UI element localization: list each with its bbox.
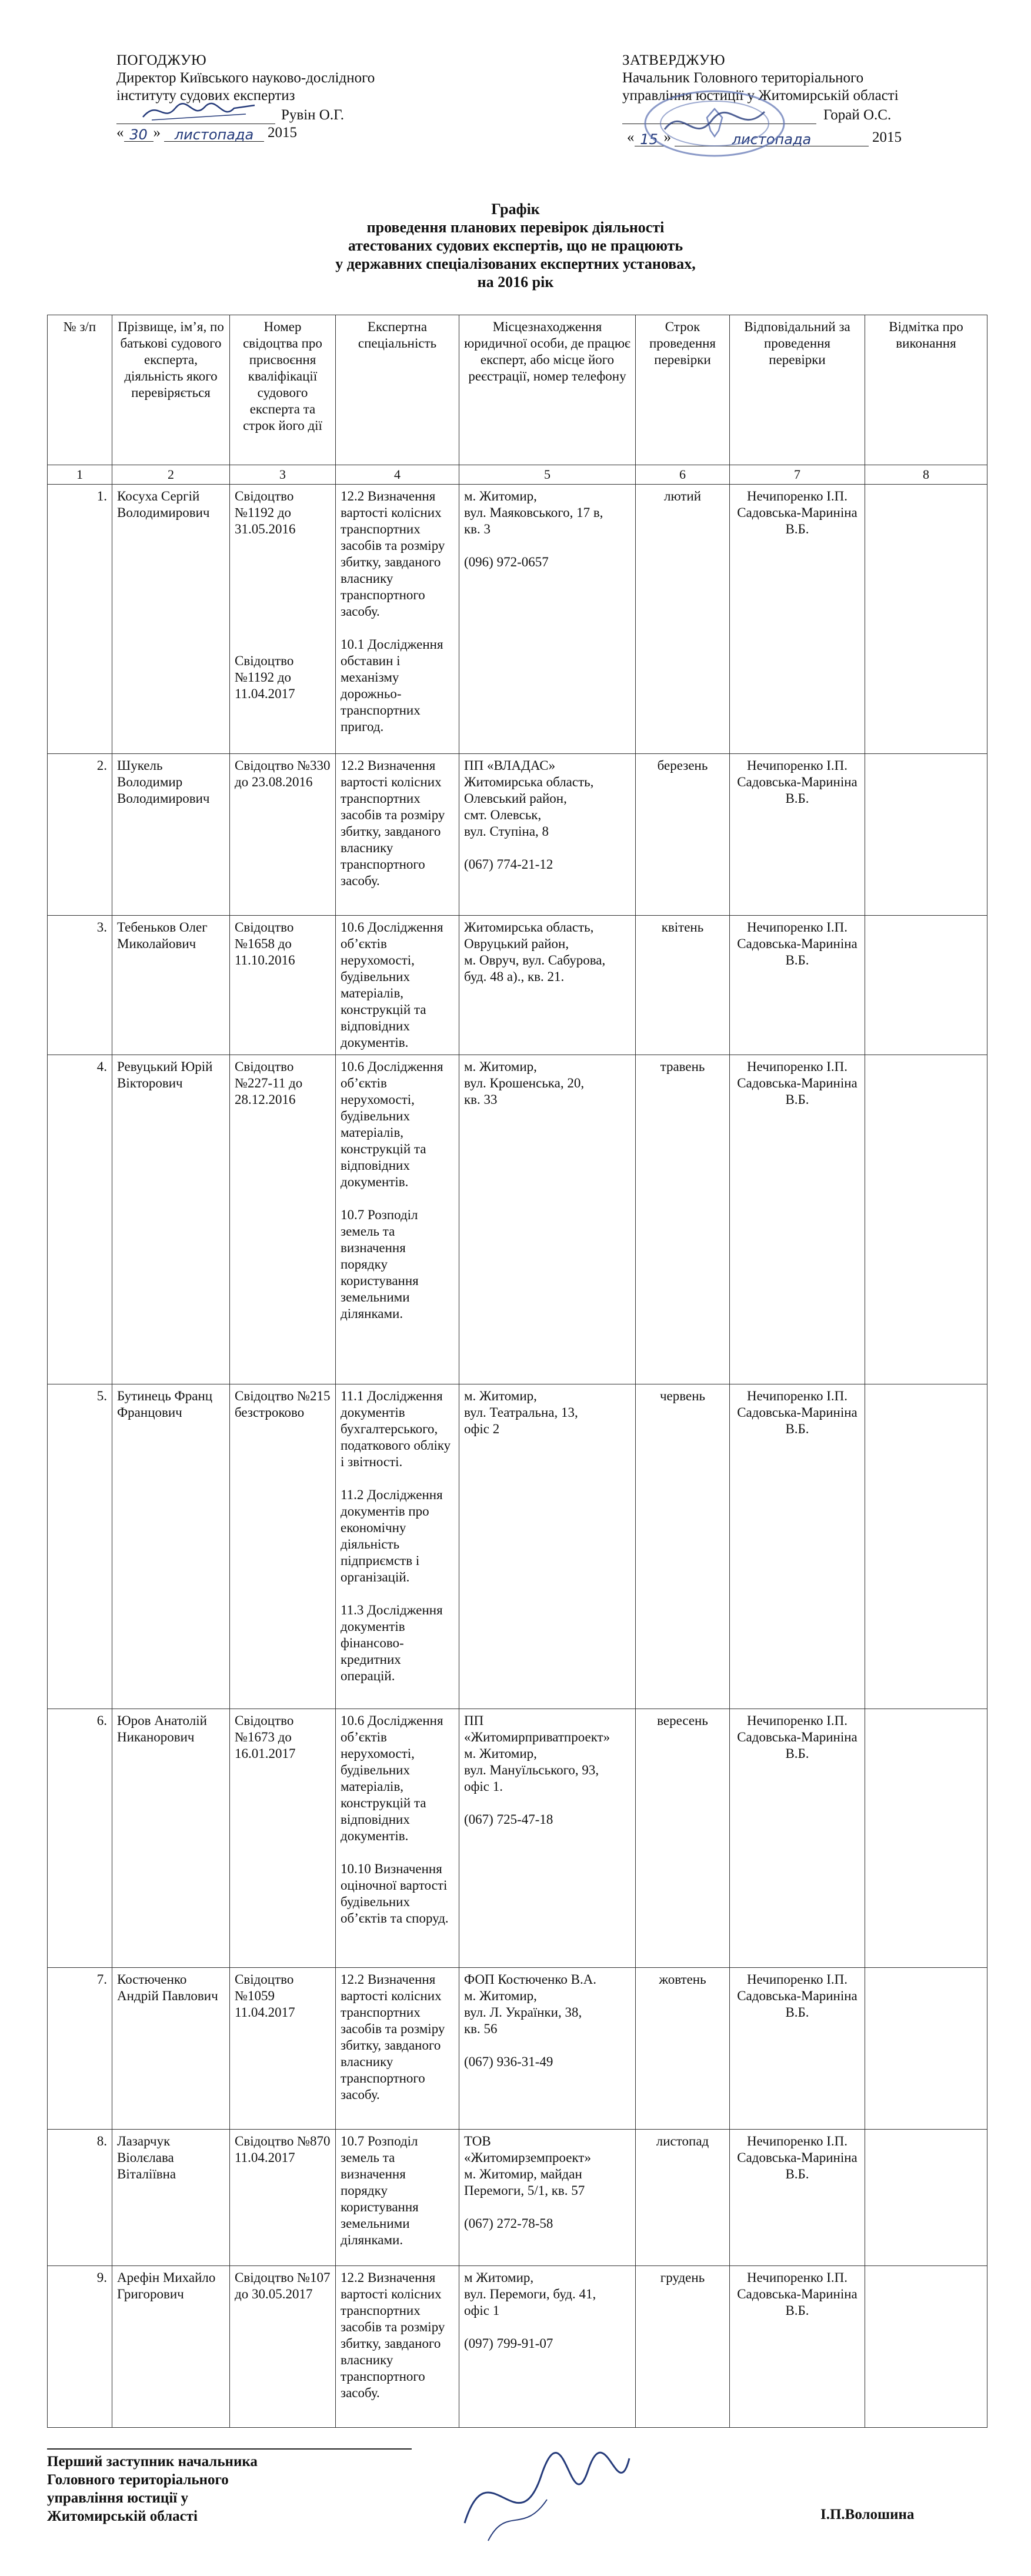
cell-spacer — [341, 1844, 454, 1861]
address-line: Перемоги, 5/1, кв. 57 — [464, 2183, 585, 2198]
address-line: Олевський район, — [464, 791, 567, 806]
cell-spacer — [235, 538, 331, 653]
footer-signatory — [47, 2452, 518, 2525]
completion-mark — [865, 485, 987, 754]
table-row — [48, 2130, 987, 2266]
address-line: вул. Мануїльського, 93, — [464, 1763, 599, 1777]
location-cell — [459, 485, 636, 754]
completion-mark — [865, 2266, 987, 2428]
address-line: м. Житомир, — [464, 1389, 537, 1403]
location-cell — [459, 1055, 636, 1384]
header-expert-name: Прізвище, ім’я, по батькові судового експерта, діяльність якого перевіряється — [112, 315, 230, 465]
cell-spacer — [341, 1470, 454, 1487]
certificate-cell — [230, 1709, 336, 1968]
table-row — [48, 1709, 987, 1968]
approval-left-signature-line — [116, 106, 481, 124]
title-line-3: атестованих судових експертів, що не працюють — [348, 237, 683, 254]
approval-right-name: Горай О.С. — [823, 107, 892, 123]
certificate-cell — [230, 916, 336, 1055]
specialty-text: 12.2 Визначення вартості колісних транспортних засобів та розміру збитку, завданого власнику транспортного засобу. — [341, 489, 445, 619]
certificate-text: Свідоцтво №215 безстроково — [235, 1389, 331, 1420]
completion-mark — [865, 1384, 987, 1709]
specialty-cell — [336, 1709, 459, 1968]
location-cell — [459, 1968, 636, 2130]
address-line: офіс 1. — [464, 1779, 503, 1794]
cell-spacer — [464, 840, 630, 856]
schedule-table — [47, 315, 987, 2428]
title-line-2: проведення планових перевірок діяльності — [366, 219, 665, 236]
phone-number: (067) 272-78-58 — [464, 2216, 553, 2231]
specialty-text: 10.10 Визначення оціночної вартості будівельних об’єктів та споруд. — [341, 1861, 449, 1926]
date-quote-open: « — [627, 129, 635, 145]
column-number: 4 — [336, 465, 459, 485]
footer-position-3: управління юстиції у — [47, 2490, 188, 2506]
table-row — [48, 754, 987, 916]
address-line: м. Житомир, майдан — [464, 2167, 582, 2181]
table-row — [48, 1384, 987, 1709]
inspection-term: червень — [636, 1384, 730, 1709]
specialty-cell — [336, 2130, 459, 2266]
date-quote-close: » — [153, 125, 161, 141]
address-line: смт. Олевськ, — [464, 807, 542, 822]
address-line: кв. 33 — [464, 1092, 498, 1107]
approval-right-position-1: Начальник Головного територіального — [622, 70, 864, 86]
header-specialty: Експертна спеціальність — [336, 315, 459, 465]
inspection-term: квітень — [636, 916, 730, 1055]
footer-position-2: Головного територіального — [47, 2472, 229, 2488]
table-row — [48, 1968, 987, 2130]
column-number: 5 — [459, 465, 636, 485]
approval-left-position-2: інституту судових експертиз — [116, 88, 295, 104]
specialty-text: 11.2 Дослідження документів про економічну діяльність підприємств і організацій. — [341, 1487, 443, 1584]
completion-mark — [865, 754, 987, 916]
cell-spacer — [341, 620, 454, 636]
address-line: Овруцький район, — [464, 936, 569, 951]
title-line-1: Графік — [491, 201, 540, 218]
column-number: 3 — [230, 465, 336, 485]
row-number: 4. — [48, 1055, 112, 1384]
certificate-text: Свідоцтво №227-11 до 28.12.2016 — [235, 1059, 303, 1107]
footer-position-4: Житомирській області — [47, 2508, 198, 2524]
certificate-cell — [230, 754, 336, 916]
certificate-text: Свідоцтво №1059 11.04.2017 — [235, 1972, 295, 2020]
table-row — [48, 1055, 987, 1384]
date-quote-close: » — [663, 129, 671, 145]
footer-divider — [47, 2448, 412, 2450]
row-number: 1. — [48, 485, 112, 754]
date-quote-open: « — [116, 125, 124, 141]
header-number: № з/п — [48, 315, 112, 465]
expert-name: Косуха Сергій Володимирович — [112, 485, 230, 754]
responsible-persons: Нечипоренко І.П. Садовська-Мариніна В.Б. — [730, 2266, 865, 2428]
address-line: ПП «ВЛАДАС» — [464, 758, 556, 773]
responsible-persons: Нечипоренко І.П. Садовська-Мариніна В.Б. — [730, 1055, 865, 1384]
specialty-text: 10.7 Розподіл земель та визначення порядку користування земельними ділянками. — [341, 2134, 419, 2247]
certificate-text: Свідоцтво №107 до 30.05.2017 — [235, 2270, 331, 2301]
specialty-cell — [336, 1055, 459, 1384]
approval-left-position-1: Директор Київського науково-дослідного — [116, 70, 375, 86]
table-row — [48, 916, 987, 1055]
completion-mark — [865, 1709, 987, 1968]
responsible-persons: Нечипоренко І.П. Садовська-Мариніна В.Б. — [730, 2130, 865, 2266]
responsible-persons: Нечипоренко І.П. Садовська-Мариніна В.Б. — [730, 754, 865, 916]
address-line: «Житомирземпроект» — [464, 2150, 591, 2165]
address-line: Житомирська область, — [464, 920, 594, 935]
header-location: Місцезнаходження юридичної особи, де працює експерт, або місце його реєстрації, номер телефону — [459, 315, 636, 465]
column-number: 8 — [865, 465, 987, 485]
column-number: 7 — [730, 465, 865, 485]
footer-position-1: Перший заступник начальника — [47, 2454, 258, 2470]
address-line: офіс 1 — [464, 2303, 500, 2318]
approval-left-signature-blank — [116, 106, 275, 124]
cell-spacer — [464, 2319, 630, 2335]
cell-spacer — [341, 1190, 454, 1207]
address-line: вул. Перемоги, буд. 41, — [464, 2287, 596, 2301]
specialty-cell — [336, 1384, 459, 1709]
expert-name: Тебеньков Олег Миколайович — [112, 916, 230, 1055]
address-line: кв. 3 — [464, 522, 491, 536]
phone-number: (067) 936-31-49 — [464, 2054, 553, 2069]
header-term: Строк проведення перевірки — [636, 315, 730, 465]
responsible-persons: Нечипоренко І.П. Садовська-Мариніна В.Б. — [730, 485, 865, 754]
location-cell — [459, 1709, 636, 1968]
address-line: вул. Крошенська, 20, — [464, 1076, 585, 1090]
cell-spacer — [464, 1795, 630, 1811]
expert-name: Юров Анатолій Никанорович — [112, 1709, 230, 1968]
approval-left-date-month: листопада — [164, 126, 264, 142]
approval-right-date-year: 2015 — [872, 129, 902, 145]
specialty-text: 10.1 Дослідження обставин і механізму дорожньо-транспортних пригод. — [341, 637, 443, 734]
completion-mark — [865, 2130, 987, 2266]
certificate-cell — [230, 2130, 336, 2266]
certificate-cell — [230, 1384, 336, 1709]
address-line: офіс 2 — [464, 1422, 500, 1436]
specialty-text: 12.2 Визначення вартості колісних транспортних засобів та розміру збитку, завданого власнику транспортного засобу. — [341, 1972, 445, 2102]
column-number: 6 — [636, 465, 730, 485]
address-line: вул. Маяковського, 17 в, — [464, 505, 603, 520]
address-line: м. Житомир, — [464, 1059, 537, 1074]
location-cell — [459, 916, 636, 1055]
specialty-text: 12.2 Визначення вартості колісних транспортних засобів та розміру збитку, завданого власнику транспортного засобу. — [341, 2270, 445, 2400]
specialty-cell — [336, 754, 459, 916]
responsible-persons: Нечипоренко І.П. Садовська-Мариніна В.Б. — [730, 1968, 865, 2130]
row-number: 9. — [48, 2266, 112, 2428]
approval-right-heading: ЗАТВЕРДЖУЮ — [622, 52, 726, 68]
row-number: 8. — [48, 2130, 112, 2266]
inspection-term: жовтень — [636, 1968, 730, 2130]
inspection-term: грудень — [636, 2266, 730, 2428]
phone-number: (096) 972-0657 — [464, 555, 549, 569]
address-line: буд. 48 а)., кв. 21. — [464, 969, 565, 984]
certificate-text: Свідоцтво №870 11.04.2017 — [235, 2134, 331, 2165]
row-number: 2. — [48, 754, 112, 916]
official-stamp — [641, 88, 788, 159]
certificate-cell — [230, 485, 336, 754]
cell-spacer — [341, 1586, 454, 1602]
specialty-text: 11.3 Дослідження документів фінансово-кредитних операцій. — [341, 1603, 443, 1683]
approval-block-left — [116, 52, 481, 142]
header-mark: Відмітка про виконання — [865, 315, 987, 465]
address-line: вул. Ступіна, 8 — [464, 824, 549, 839]
expert-name: Костюченко Андрій Павлович — [112, 1968, 230, 2130]
certificate-text: Свідоцтво №1192 до 11.04.2017 — [235, 653, 295, 701]
expert-name: Ревуцький Юрій Вікторович — [112, 1055, 230, 1384]
phone-number: (067) 725-47-18 — [464, 1812, 553, 1827]
specialty-text: 12.2 Визначення вартості колісних транспортних засобів та розміру збитку, завданого власнику транспортного засобу. — [341, 758, 445, 888]
expert-name: Арефін Михайло Григорович — [112, 2266, 230, 2428]
footer-signatory-name: І.П.Волошина — [820, 2507, 915, 2522]
address-line: ПП «Житомирприватпроект» — [464, 1713, 610, 1744]
location-cell — [459, 1384, 636, 1709]
address-line: вул. Театральна, 13, — [464, 1405, 578, 1420]
expert-name: Бутинець Франц Францович — [112, 1384, 230, 1709]
title-line-5: на 2016 рік — [477, 273, 554, 291]
specialty-cell — [336, 2266, 459, 2428]
document-title — [0, 200, 1031, 291]
address-line: м Житомир, — [464, 2270, 534, 2285]
certificate-text: Свідоцтво №330 до 23.08.2016 — [235, 758, 331, 789]
phone-number: (067) 774-21-12 — [464, 857, 553, 872]
table-header-row — [48, 315, 987, 465]
location-cell — [459, 754, 636, 916]
approval-left-name: Рувін О.Г. — [281, 107, 344, 123]
responsible-persons: Нечипоренко І.П. Садовська-Мариніна В.Б. — [730, 1384, 865, 1709]
approval-left-signature — [140, 96, 258, 126]
inspection-term: березень — [636, 754, 730, 916]
column-number: 2 — [112, 465, 230, 485]
approval-left-heading: ПОГОДЖУЮ — [116, 52, 207, 68]
row-number: 3. — [48, 916, 112, 1055]
completion-mark — [865, 916, 987, 1055]
approval-right-position-2: управління юстиції у Житомирській області — [622, 88, 899, 104]
approval-right-date-month: листопада — [675, 131, 869, 146]
completion-mark — [865, 1055, 987, 1384]
address-line: кв. 56 — [464, 2021, 498, 2036]
specialty-text: 10.6 Дослідження об’єктів нерухомості, будівельних матеріалів, конструкцій та відповідних документів. — [341, 1713, 443, 1843]
inspection-term: листопад — [636, 2130, 730, 2266]
address-line: м. Житомир, — [464, 1988, 537, 2003]
cell-spacer — [464, 538, 630, 554]
row-number: 7. — [48, 1968, 112, 2130]
approval-left-date-day: 30 — [124, 126, 154, 142]
location-cell — [459, 2266, 636, 2428]
certificate-text: Свідоцтво №1192 до 31.05.2016 — [235, 489, 296, 536]
specialty-cell — [336, 485, 459, 754]
cell-spacer — [464, 2199, 630, 2215]
row-number: 5. — [48, 1384, 112, 1709]
specialty-cell — [336, 916, 459, 1055]
row-number: 6. — [48, 1709, 112, 1968]
address-line: м. Овруч, вул. Сабурова, — [464, 953, 606, 967]
completion-mark — [865, 1968, 987, 2130]
certificate-cell — [230, 1055, 336, 1384]
certificate-text: Свідоцтво №1658 до 11.10.2016 — [235, 920, 295, 967]
approval-left-date — [116, 124, 481, 142]
inspection-term: лютий — [636, 485, 730, 754]
inspection-term: травень — [636, 1055, 730, 1384]
header-certificate: Номер свідоцтва про присвоєння кваліфікації судового експерта та строк його дії — [230, 315, 336, 465]
responsible-persons: Нечипоренко І.П. Садовська-Мариніна В.Б. — [730, 1709, 865, 1968]
address-line: м. Житомир, — [464, 489, 537, 503]
certificate-text: Свідоцтво №1673 до 16.01.2017 — [235, 1713, 296, 1761]
certificate-cell — [230, 2266, 336, 2428]
table-row — [48, 485, 987, 754]
table-row — [48, 2266, 987, 2428]
specialty-text: 11.1 Дослідження документів бухгалтерського, податкового обліку і звітності. — [341, 1389, 451, 1469]
address-line: Житомирська область, — [464, 775, 594, 789]
inspection-term: вересень — [636, 1709, 730, 1968]
expert-name: Лазарчук Віолєлава Віталіївна — [112, 2130, 230, 2266]
address-line: ТОВ — [464, 2134, 491, 2148]
address-line: ФОП Костюченко В.А. — [464, 1972, 597, 1987]
address-line: вул. Л. Українки, 38, — [464, 2005, 582, 2020]
specialty-cell — [336, 1968, 459, 2130]
column-number-row — [48, 465, 987, 485]
column-number: 1 — [48, 465, 112, 485]
location-cell — [459, 2130, 636, 2266]
approval-left-date-year: 2015 — [268, 125, 297, 141]
header-responsible: Відповідальний за проведення перевірки — [730, 315, 865, 465]
specialty-text: 10.6 Дослідження об’єктів нерухомості, будівельних матеріалів, конструкцій та відповідних документів. — [341, 920, 443, 1050]
expert-name: Шукель Володимир Володимирович — [112, 754, 230, 916]
phone-number: (097) 799-91-07 — [464, 2336, 553, 2351]
cell-spacer — [464, 2037, 630, 2054]
approval-right-date-day: 15 — [635, 131, 664, 146]
certificate-cell — [230, 1968, 336, 2130]
specialty-text: 10.6 Дослідження об’єктів нерухомості, будівельних матеріалів, конструкцій та відповідних документів. — [341, 1059, 443, 1189]
specialty-text: 10.7 Розподіл земель та визначення порядку користування земельними ділянками. — [341, 1207, 419, 1321]
address-line: м. Житомир, — [464, 1746, 537, 1761]
footer-signature — [453, 2435, 641, 2552]
title-line-4: у державних спеціалізованих експертних установах, — [335, 255, 696, 272]
responsible-persons: Нечипоренко І.П. Садовська-Мариніна В.Б. — [730, 916, 865, 1055]
